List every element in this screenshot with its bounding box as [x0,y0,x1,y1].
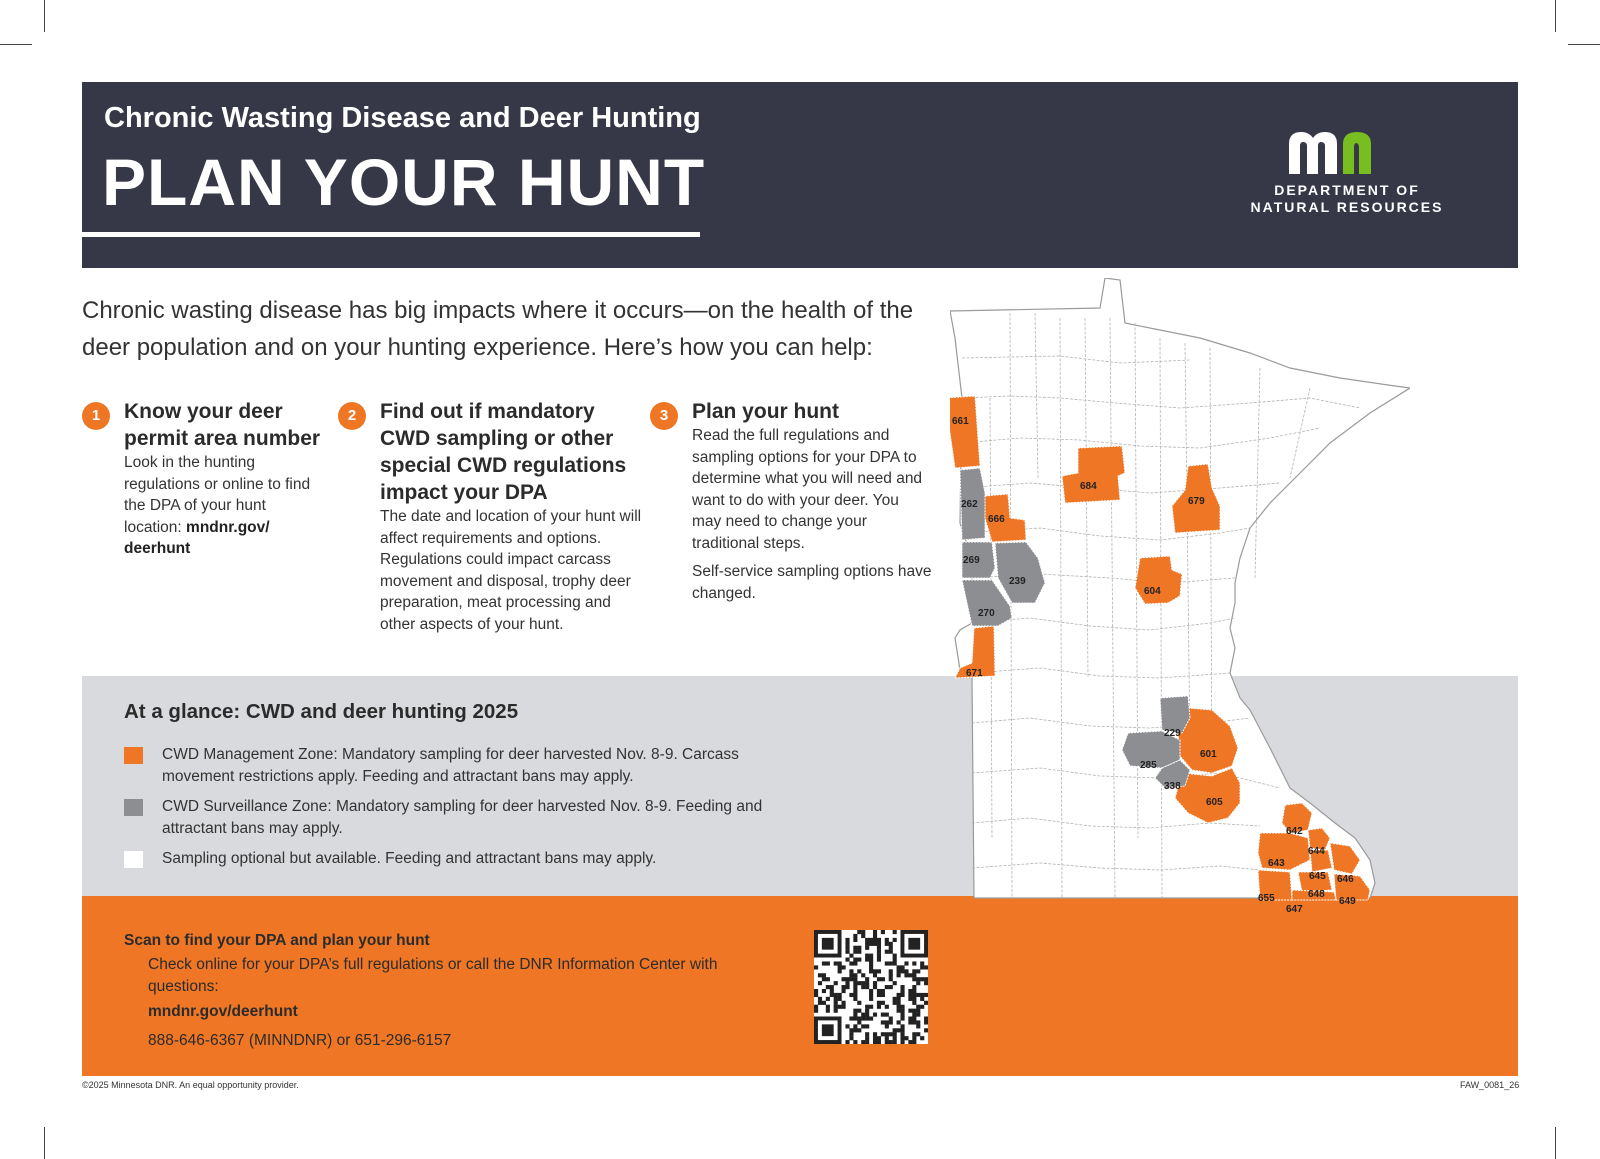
header-subtitle: Chronic Wasting Disease and Deer Hunting [104,102,701,134]
crop-mark [0,44,32,45]
page-title: PLAN YOUR HUNT [102,145,706,219]
dpa-label-684: 684 [1080,481,1097,492]
dpa-label-646: 646 [1337,874,1354,885]
minnesota-dpa-map [950,278,1410,923]
step-body-text: Look in the hunting regulations or online to find the DPA of your hunt location: [124,454,311,536]
logo-line-2: NATURAL RESOURCES [1250,199,1444,215]
dpa-label-679: 679 [1188,496,1205,507]
dpa-label-229: 229 [1164,728,1181,739]
legend-text: CWD Management Zone: Mandatory sampling for deer harvested Nov. 8-9. Carcass movement restrictions apply. Feeding and attractant bans may apply. [162,746,739,785]
step-number-badge: 1 [82,402,110,430]
mn-logo-icon [1287,130,1387,174]
crop-mark [44,1127,45,1159]
deerhunt-link[interactable]: mndnr.gov/ deerhunt [124,518,270,557]
scan-section [82,896,1518,1076]
dnr-logo [1227,130,1487,220]
intro-paragraph: Chronic wasting disease has big impacts where it occurs—on the health of the deer population and on your hunting experience. Here’s how you can help: [82,297,914,361]
step-number-badge: 3 [650,402,678,430]
step-number-badge: 2 [338,402,366,430]
scan-body: Check online for your DPA’s full regulations or call the DNR Information Center with questions: [148,956,718,995]
dpa-label-655: 655 [1258,893,1275,904]
dpa-label-270: 270 [978,608,995,619]
crop-mark [1568,44,1600,45]
dpa-label-661: 661 [952,416,969,427]
dpa-label-648: 648 [1308,889,1325,900]
dpa-label-605: 605 [1206,797,1223,808]
dpa-label-601: 601 [1200,749,1217,760]
dpa-label-642: 642 [1286,826,1303,837]
legend-text: CWD Surveillance Zone: Mandatory sampling for deer harvested Nov. 8-9. Feeding and attractant bans may apply. [162,798,763,837]
dpa-label-262: 262 [961,499,978,510]
copyright-text: ©2025 Minnesota DNR. An equal opportunity provider. [82,1080,299,1090]
dpa-label-671: 671 [966,668,983,679]
phone-numbers: 888-646-6367 (MINNDNR) or 651-296-6157 [148,1032,452,1049]
deerhunt-url-link[interactable]: mndnr.gov/deerhunt [148,1003,298,1020]
surveillance-zone-swatch [124,799,143,816]
dpa-label-643: 643 [1268,858,1285,869]
step-body: The date and location of your hunt will affect requirements and options. Regulations could impact carcass movement and disposal, trophy deer preparation, meat processing and other aspects of your hunt. [380,508,642,633]
qr-code[interactable] [814,930,928,1044]
step-body-note: Self-service sampling options have changed. [692,563,932,602]
dpa-label-645: 645 [1309,871,1326,882]
header-banner [82,82,1518,268]
scan-title: Scan to find your DPA and plan your hunt [124,932,430,949]
document-code: FAW_0081_26 [1460,1080,1520,1090]
optional-sampling-swatch [124,851,143,868]
management-zone-swatch [124,747,143,764]
dpa-label-269: 269 [963,555,980,566]
dpa-661-area [950,396,980,468]
dpa-label-338: 338 [1164,781,1181,792]
dpa-label-644: 644 [1308,846,1325,857]
crop-mark [44,0,45,32]
step-body-text: Read the full regulations and sampling options for your DPA to determine what you will need and want to do with your deer. You may need to change your traditional steps. [692,427,923,552]
dpa-label-604: 604 [1144,586,1161,597]
dpa-label-647: 647 [1286,904,1303,915]
step-body [124,452,324,560]
logo-line-1: DEPARTMENT OF [1274,182,1420,198]
glance-title: At a glance: CWD and deer hunting 2025 [124,700,519,723]
dpa-label-239: 239 [1009,576,1026,587]
dpa-label-649: 649 [1339,896,1356,907]
legend-text: Sampling optional but available. Feeding and attractant bans may apply. [162,850,657,867]
dpa-label-666: 666 [988,514,1005,525]
crop-mark [1555,1127,1556,1159]
step-body [692,425,932,611]
crop-mark [1555,0,1556,32]
step-title: Plan your hunt [692,400,839,423]
title-underline [82,232,700,237]
step-title: Know your deer permit area number [124,400,321,450]
logo-text [1227,182,1467,216]
step-title: Find out if mandatory CWD sampling or other special CWD regulations impact your DPA [380,400,627,504]
dpa-label-285: 285 [1140,760,1157,771]
